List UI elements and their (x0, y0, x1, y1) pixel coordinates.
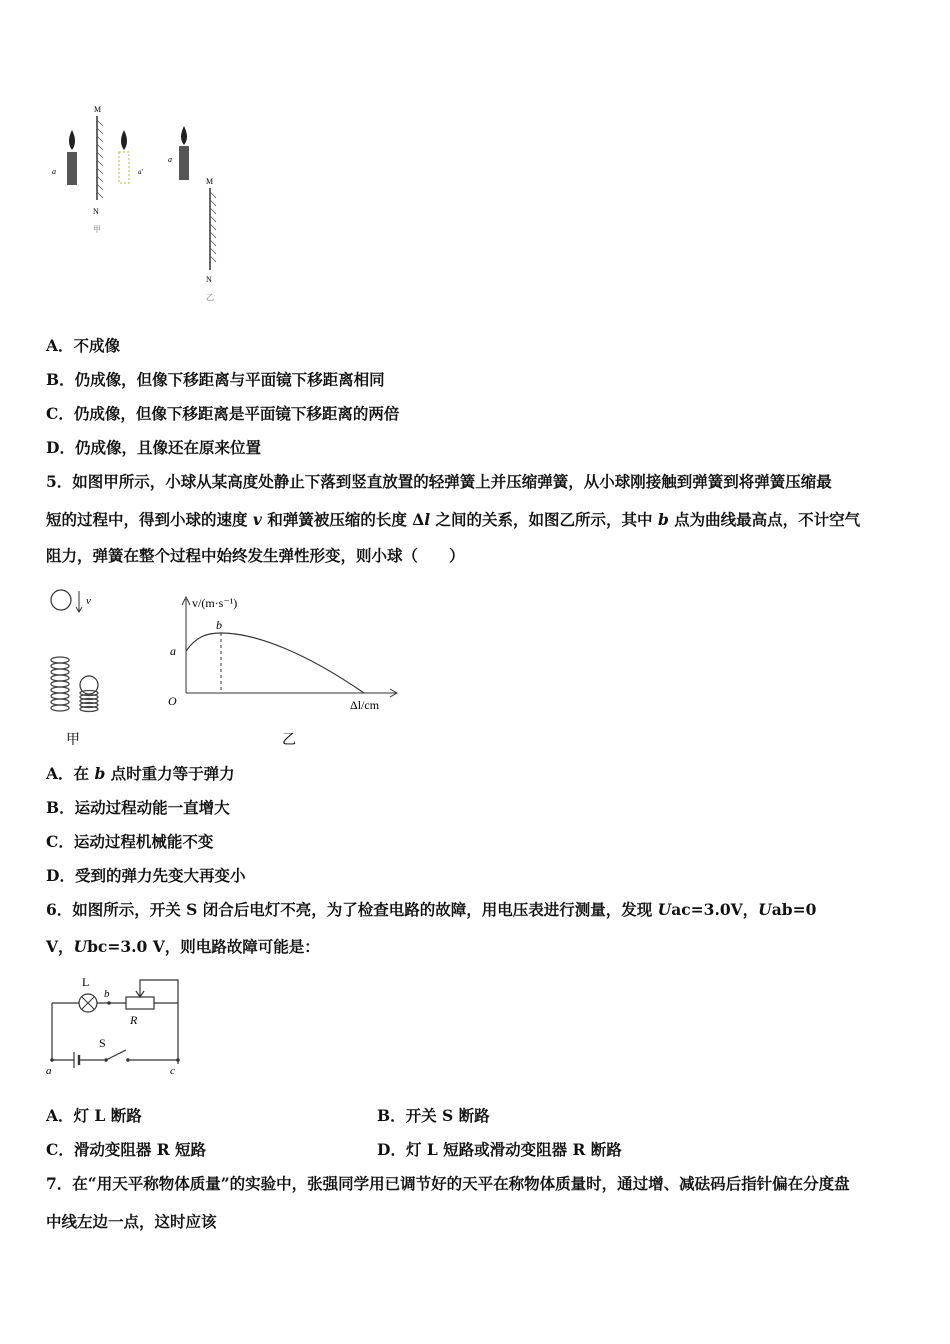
label-yi-graph: 乙 (282, 733, 296, 748)
label-m-yi: M (206, 177, 214, 186)
label-m-jia: M (94, 105, 102, 114)
q6-option-c: C．滑动变阻器 R 短路 (46, 1140, 207, 1159)
candle-a-yi (179, 146, 189, 180)
spring-ball-figure (46, 585, 406, 750)
switch-label: S (99, 1036, 106, 1050)
image-flame (121, 130, 127, 150)
q5-option-b: B．运动过程动能一直增大 (46, 798, 230, 817)
q6-option-a: A．灯 L 断路 (46, 1106, 142, 1125)
candle-flame-yi (181, 126, 187, 145)
rheostat-label: R (130, 1013, 138, 1027)
node-a-label: a (46, 1065, 52, 1077)
q6-stem-line2: V，Ubc=3.0 V，则电路故障可能是： (46, 937, 320, 956)
rheostat-icon (126, 997, 154, 1009)
label-n-yi: N (206, 275, 212, 284)
q5-option-c: C．运动过程机械能不变 (46, 832, 214, 851)
q4-option-a: A．不成像 (46, 336, 121, 355)
mirror-candle-figure (46, 100, 246, 310)
y-axis-label: v/(m·s⁻¹) (192, 596, 238, 610)
q4-option-c: C．仍成像，但像下移距离是平面镜下移距离的两倍 (46, 404, 400, 423)
q6-option-b: B．开关 S 断路 (377, 1106, 490, 1125)
node-b-label: b (104, 988, 110, 1000)
ball (51, 590, 71, 610)
q5-option-d: D．受到的弹力先变大再变小 (46, 866, 246, 885)
q7-stem-line2: 中线左边一点，这时应该 (46, 1212, 217, 1231)
q5-stem-line1: 5．如图甲所示，小球从某高度处静止下落到竖直放置的轻弹簧上并压缩弹簧，从小球刚接触到弹簧到将弹簧压缩最 (46, 472, 832, 491)
q6-option-d: D．灯 L 短路或滑动变阻器 R 断路 (377, 1140, 622, 1159)
origin-label: O (168, 694, 177, 708)
velocity-label: v (86, 595, 91, 607)
q4-option-b: B．仍成像，但像下移距离与平面镜下移距离相同 (46, 370, 385, 389)
spring-left (51, 657, 69, 711)
x-axis-label: Δl/cm (350, 698, 380, 712)
candle-a (67, 152, 77, 185)
point-b-label: b (216, 618, 222, 632)
q4-option-d: D．仍成像，且像还在原来位置 (46, 438, 261, 457)
candle-image (119, 152, 129, 183)
label-jia-spring: 甲 (66, 733, 80, 748)
q5-stem-line3: 阻力，弹簧在整个过程中始终发生弹性形变，则小球（ ） (46, 546, 465, 565)
candle-flame (69, 130, 75, 150)
q5-stem-line2: 短的过程中，得到小球的速度 v 和弹簧被压缩的长度 Δl 之间的关系，如图乙所示，其中 b 点为曲线最高点，不计空气 (46, 510, 861, 529)
label-a-jia: a (52, 167, 56, 176)
q5-option-a: A．在 b 点时重力等于弹力 (46, 764, 235, 783)
velocity-curve (186, 633, 364, 693)
label-yi: 乙 (206, 293, 214, 302)
label-n-jia: N (93, 207, 99, 216)
point-a-label: a (170, 644, 176, 658)
label-a-prime: a' (138, 168, 143, 176)
node-c-label: c (170, 1065, 175, 1077)
q7-stem-line1: 7．在“用天平称物体质量”的实验中，张强同学用已调节好的天平在称物体质量时，通过增、减砝码后指针偏在分度盘 (46, 1174, 850, 1193)
lamp-label: L (82, 975, 90, 989)
label-a-yi: a (168, 155, 172, 164)
circuit-diagram (46, 974, 196, 1078)
q6-stem-line1: 6．如图所示，开关 S 闭合后电灯不亮，为了检查电路的故障，用电压表进行测量，发现 Uac=3.0V，Uab=0 (46, 900, 817, 919)
label-jia: 甲 (93, 225, 101, 234)
